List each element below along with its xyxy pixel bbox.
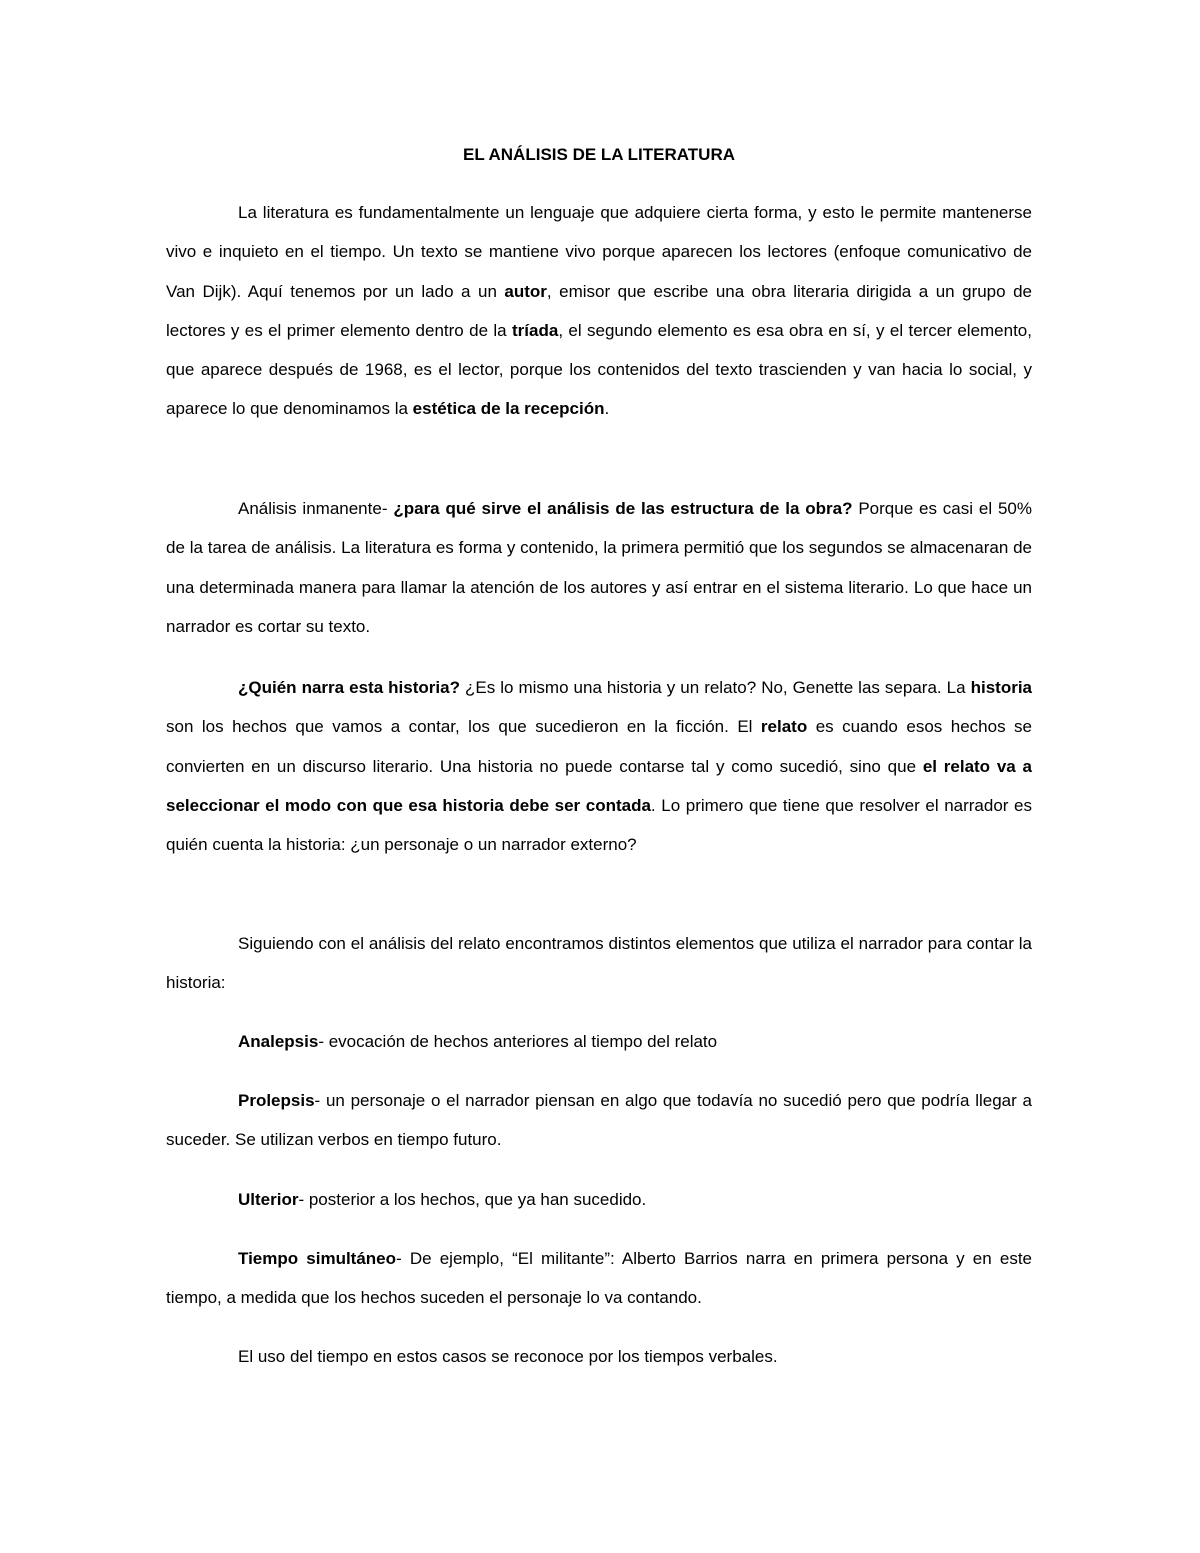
text-run: Siguiendo con el análisis del relato encontramos distintos elementos que utiliza el narrador para contar la historia: (166, 934, 1032, 993)
text-run: Análisis inmanente- (238, 499, 394, 518)
text-run: , el segundo elemento es esa obra en sí, y el tercer elemento, que aparece después de 1968, es el lector, porque los contenidos del texto trascienden y van hacia lo social, y aparece lo que denominamos la (166, 320, 1032, 419)
text-run: - un personaje o el narrador piensan en algo que todavía no sucedió pero que podría llegar a suceder. Se utilizan verbos en tiempo futuro. (166, 1091, 1032, 1150)
bold-term-triada: tríada (512, 320, 559, 340)
bold-term-tiempo-simultaneo: Tiempo simultáneo (238, 1249, 397, 1268)
paragraph-analisis-inmanente (166, 489, 1032, 646)
bold-term-estetica: estética de la recepción (412, 399, 605, 419)
text-run: . Lo primero que tiene que resolver el narrador es quién cuenta la historia: ¿un personaje o un narrador externo? (166, 795, 1032, 855)
text-run: son los hechos que vamos a contar, los que sucedieron en la ficción. El (166, 717, 761, 737)
paragraph-ulterior (166, 1180, 1032, 1219)
text-run: La literatura es fundamentalmente un lenguaje que adquiere cierta forma, y esto le permite mantenerse vivo e inquieto en el tiempo. Un texto se mantiene vivo porque aparecen los lectores (enfoque comunicativo de Van Dijk). Aquí tenemos por un lado a un (166, 203, 1032, 301)
paragraph-analepsis (166, 1022, 1032, 1061)
bold-term-autor: autor (504, 281, 547, 301)
paragraph-prolepsis (166, 1081, 1032, 1160)
paragraph-quien-narra (166, 668, 1032, 864)
paragraph-literature-intro (166, 193, 1032, 429)
text-run: - posterior a los hechos, que ya han sucedido. (298, 1190, 647, 1209)
document-title: EL ANÁLISIS DE LA LITERATURA (463, 145, 735, 164)
text-run: ¿Es lo mismo una historia y un relato? No, Genette las separa. La (459, 678, 971, 697)
bold-phrase: el relato va a seleccionar el modo con que esa historia debe ser contada (166, 756, 1032, 815)
bold-term-historia: historia (970, 678, 1032, 697)
bold-term-ulterior: Ulterior (238, 1190, 299, 1209)
text-run: . (604, 399, 610, 419)
paragraph-tiempo-simultaneo (166, 1239, 1032, 1318)
bold-term-relato: relato (760, 717, 808, 737)
paragraph-uso-del-tiempo (166, 1337, 1032, 1376)
text-run: El uso del tiempo en estos casos se reconoce por los tiempos verbales. (238, 1347, 778, 1366)
text-run: , emisor que escribe una obra literaria dirigida a un grupo de lectores y es el primer elemento dentro de la (166, 281, 1032, 340)
text-run: - evocación de hechos anteriores al tiempo del relato (318, 1032, 718, 1051)
paragraph-elementos (166, 924, 1032, 1003)
text-run: es cuando esos hechos se convierten en un discurso literario. Una historia no puede contarse tal y como sucedió, sino que (166, 717, 1032, 776)
text-run: - De ejemplo, “El militante”: Alberto Barrios narra en primera persona y en este tiempo, a medida que los hechos suceden el personaje lo va contando. (166, 1249, 1032, 1308)
bold-question: ¿Quién narra esta historia? (238, 678, 460, 697)
bold-question: ¿para qué sirve el análisis de las estructura de la obra? (393, 499, 853, 518)
text-run: Porque es casi el 50% de la tarea de análisis. La literatura es forma y contenido, la primera permitió que los segundos se almacenaran de una determinada manera para llamar la atención de los autores y así entrar en el sistema literario. Lo que hace un narrador es cortar su texto. (166, 499, 1032, 636)
bold-term-prolepsis: Prolepsis (238, 1091, 315, 1110)
bold-term-analepsis: Analepsis (238, 1032, 319, 1051)
